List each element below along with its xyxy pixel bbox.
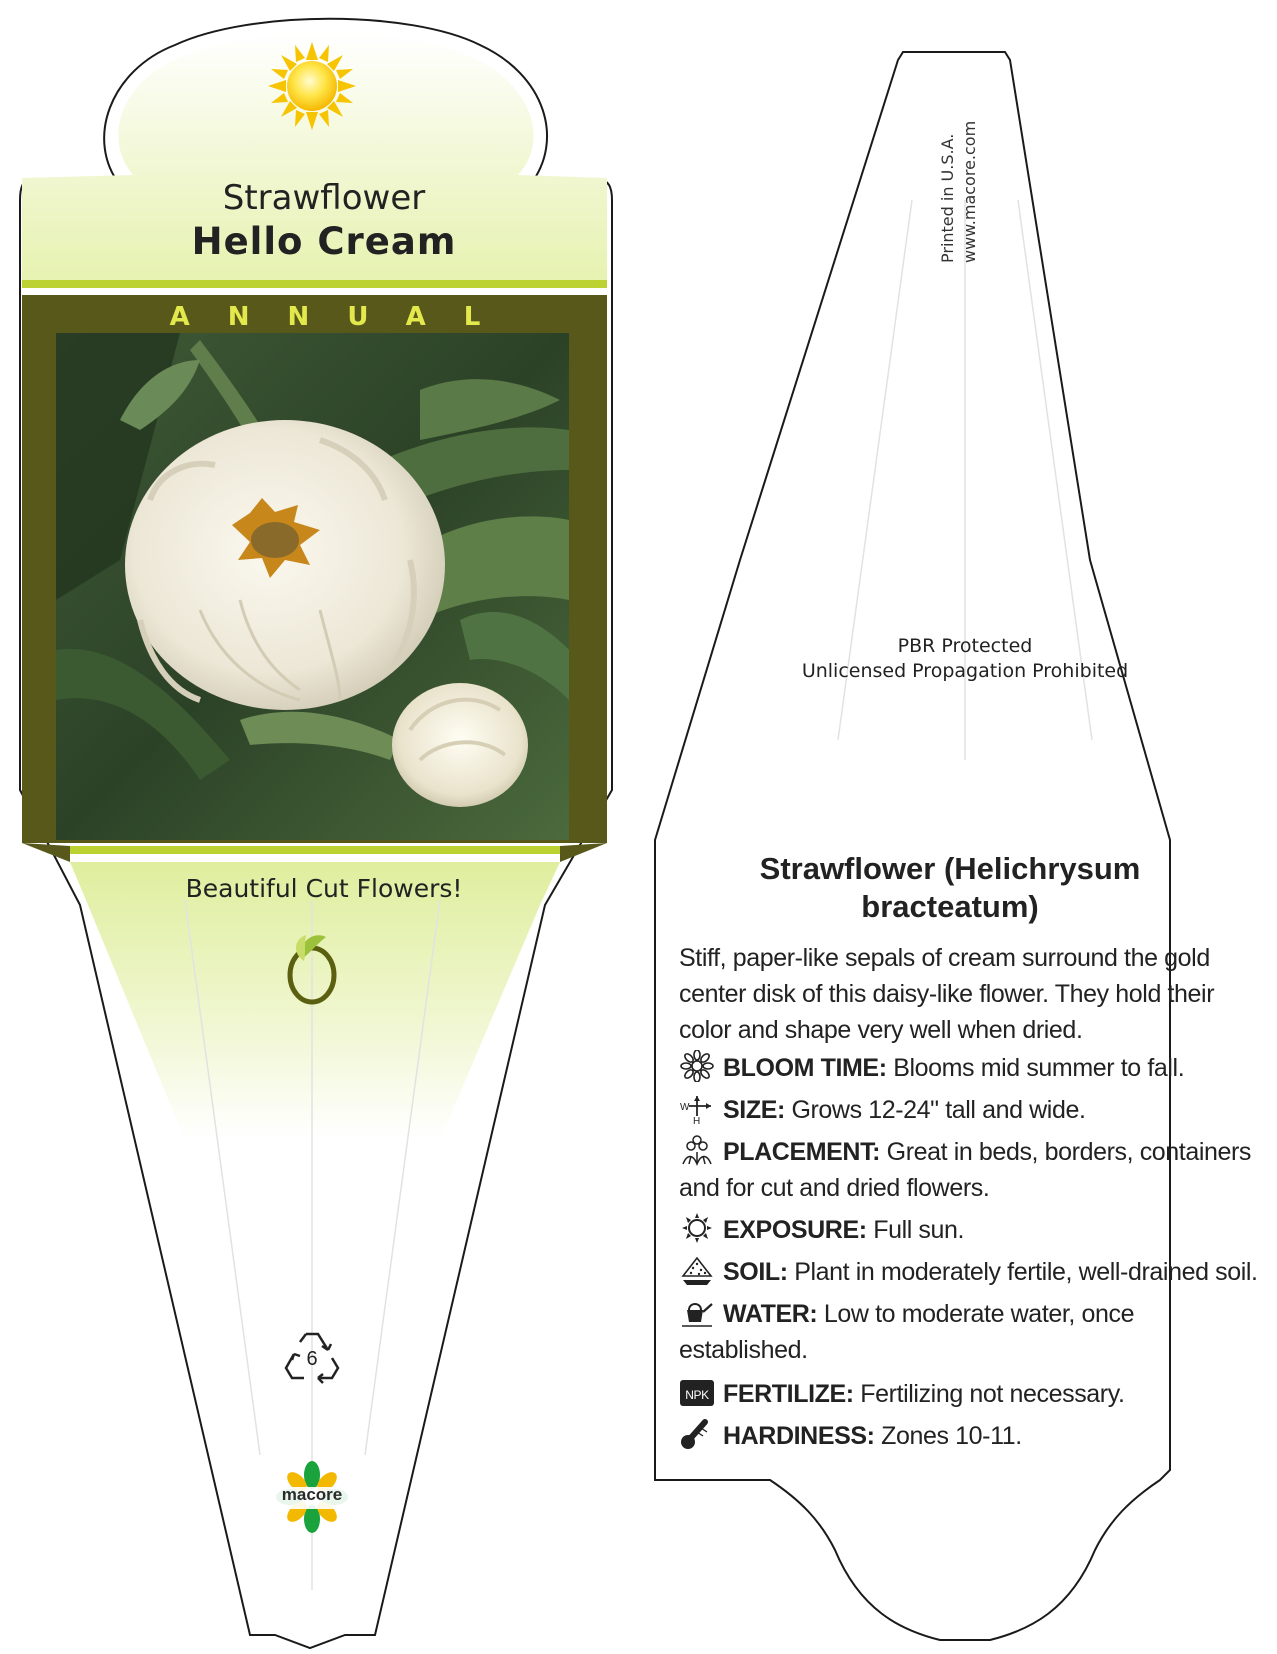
attr-size xyxy=(679,1092,1259,1128)
attr-soil xyxy=(679,1254,1259,1290)
attr-value: Zones 10-11. xyxy=(881,1422,1022,1450)
description: Stiff, paper-like sepals of cream surround the gold center disk of this daisy-like flower. They hold their color and shape very well when dried. xyxy=(679,944,1215,1044)
printed-in: Printed in U.S.A. xyxy=(938,133,957,263)
pbr-line2: Unlicensed Propagation Prohibited xyxy=(801,660,1129,682)
attr-label: SIZE: xyxy=(723,1096,785,1124)
attr-placement xyxy=(679,1134,1259,1206)
attr-value: Full sun. xyxy=(873,1216,965,1244)
website: www.macore.com xyxy=(960,120,979,263)
print-info xyxy=(938,58,978,318)
thermometer-icon xyxy=(679,1418,715,1450)
tagline: Beautiful Cut Flowers! xyxy=(185,874,463,903)
attr-hardiness xyxy=(679,1418,1259,1454)
fertilizer-icon xyxy=(679,1376,715,1408)
attr-label: BLOOM TIME: xyxy=(723,1054,887,1082)
attr-value: Low to moderate water, once established. xyxy=(679,1300,1135,1364)
sun-icon xyxy=(268,42,356,130)
attr-value: Blooms mid summer to fall. xyxy=(893,1054,1185,1082)
attr-label: SOIL: xyxy=(723,1258,788,1286)
soil-icon xyxy=(679,1254,715,1286)
scientific-title: Strawflower (Helichrysum bracteatum) xyxy=(759,851,1141,924)
attr-label: FERTILIZE: xyxy=(723,1380,854,1408)
fertilizer-icon-text: NPK xyxy=(685,1388,709,1402)
attr-exposure xyxy=(679,1212,1259,1248)
flower-icon xyxy=(679,1050,715,1082)
attr-value: Great in beds, borders, containers and for cut and dried flowers. xyxy=(679,1138,1252,1202)
placement-icon xyxy=(679,1134,715,1166)
attr-value: Grows 12-24" tall and wide. xyxy=(791,1096,1086,1124)
attr-water xyxy=(679,1296,1259,1368)
attr-value: Fertilizing not necessary. xyxy=(860,1380,1125,1408)
variety-name: Hello Cream xyxy=(191,220,457,263)
attr-fertilize xyxy=(679,1376,1259,1412)
attr-label: WATER: xyxy=(723,1300,818,1328)
size-icon-h: H xyxy=(693,1116,700,1124)
watering-can-icon xyxy=(679,1296,715,1328)
flower-photo xyxy=(56,333,569,840)
attr-value: Plant in moderately fertile, well-drained soil. xyxy=(794,1258,1258,1286)
attr-label: PLACEMENT: xyxy=(723,1138,881,1166)
pbr-line1: PBR Protected xyxy=(897,635,1033,657)
size-icon xyxy=(679,1092,715,1124)
plant-type-banner: ANNUAL xyxy=(169,302,519,332)
size-icon-w: W xyxy=(680,1102,690,1113)
common-name: Strawflower xyxy=(222,178,426,218)
attr-bloom-time xyxy=(679,1050,1259,1086)
exposure-sun-icon xyxy=(679,1212,715,1244)
brand-name: macore xyxy=(281,1485,343,1504)
pbr-notice xyxy=(745,634,1185,684)
recycle-number: 6 xyxy=(306,1348,318,1370)
attr-label: EXPOSURE: xyxy=(723,1216,867,1244)
attr-label: HARDINESS: xyxy=(723,1422,875,1450)
